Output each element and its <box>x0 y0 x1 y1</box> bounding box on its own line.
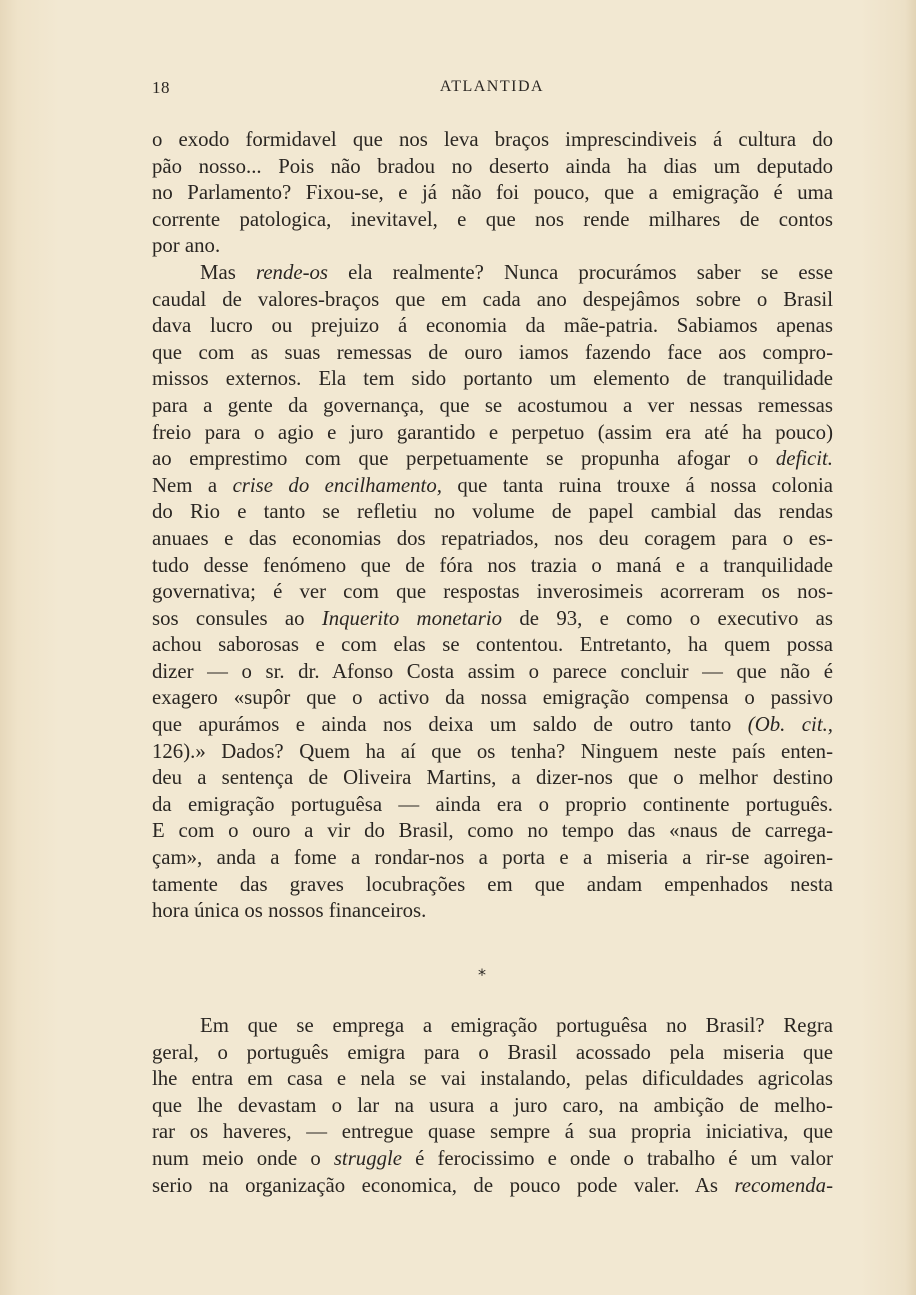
text-line: que lhe devastam o lar na usura a juro caro, na ambição de melho- <box>152 1093 833 1117</box>
page-number: 18 <box>152 78 170 97</box>
text-line: geral, o português emigra para o Brasil acossado pela miseria que <box>152 1040 833 1064</box>
text-line: missos externos. Ela tem sido portanto um elemento de tranquilidade <box>152 367 833 391</box>
text-line: hora única os nossos financeiros. <box>152 899 427 923</box>
text-line: çam», anda a fome a rondar-nos a porta e a miseria a rir-se agoiren- <box>152 846 833 870</box>
text-line: Mas rende-os ela realmente? Nunca procurámos saber se esse <box>200 260 833 284</box>
text-line: Em que se emprega a emigração portuguêsa no Brasil? Regra <box>200 1014 833 1037</box>
text-line: da emigração portuguêsa — ainda era o proprio continente português. <box>152 792 833 816</box>
text-line: num meio onde o struggle é ferocissimo e onde o trabalho é um valor <box>152 1146 833 1170</box>
text-line: do Rio e tanto se refletiu no volume de papel cambial das rendas <box>152 500 833 524</box>
paragraph-2 <box>152 260 833 925</box>
text-line: dava lucro ou prejuizo á economia da mãe-patria. Sabiamos apenas <box>152 314 833 338</box>
text-line: no Parlamento? Fixou-se, e já não foi pouco, que a emigração é uma <box>152 181 833 205</box>
running-title: ATLANTIDA <box>439 78 545 95</box>
text-line: para a gente da governança, que se acostumou a ver nessas remessas <box>152 393 833 417</box>
text-line: que com as suas remessas de ouro iamos fazendo face aos compro- <box>152 340 833 364</box>
text-line: lhe entra em casa e nela se vai instalando, pelas dificuldades agricolas <box>152 1067 833 1091</box>
text-line: 126).» Dados? Quem ha aí que os tenha? Ninguem neste país enten- <box>152 739 833 763</box>
paragraph-3 <box>152 1013 833 1199</box>
text-line: Nem a crise do encilhamento, que tanta ruina trouxe á nossa colonia <box>152 473 834 497</box>
text-line: rar os haveres, — entregue quase sempre á sua propria iniciativa, que <box>152 1120 833 1144</box>
body-text-lower <box>152 1013 833 1199</box>
text-line: E com o ouro a vir do Brasil, como no tempo das «naus de carrega- <box>152 819 833 843</box>
text-line: ao emprestimo com que perpetuamente se propunha afogar o deficit. <box>152 447 833 471</box>
page-header <box>152 78 832 100</box>
text-line: por ano. <box>152 234 221 258</box>
text-line: serio na organização economica, de pouco pode valer. As recomenda- <box>152 1173 833 1197</box>
text-line: o exodo formidavel que nos leva braços imprescindiveis á cultura do <box>152 128 833 151</box>
text-line: deu a sentença de Oliveira Martins, a dizer-nos que o melhor destino <box>152 766 833 790</box>
section-separator: * <box>478 965 486 984</box>
text-line: que apurámos e ainda nos deixa um saldo de outro tanto (Ob. cit., <box>152 713 833 737</box>
text-line: achou saborosas e com elas se contentou. Entretanto, ha quem possa <box>152 633 833 657</box>
text-line: exagero «supôr que o activo da nossa emigração compensa o passivo <box>152 686 833 710</box>
text-line: governativa; é ver com que respostas inverosimeis acorreram os nos- <box>152 580 833 604</box>
text-line: pão nosso... Pois não bradou no deserto ainda ha dias um deputado <box>152 154 833 178</box>
text-line: tamente das graves locubrações em que andam empenhados nesta <box>152 872 833 896</box>
text-line: corrente patologica, inevitavel, e que nos rende milhares de contos <box>152 207 833 231</box>
text-line: dizer — o sr. dr. Afonso Costa assim o parece concluir — que não é <box>152 659 833 683</box>
text-line: anuaes e das economias dos repatriados, nos deu coragem para o es- <box>152 526 833 550</box>
body-text-upper <box>152 127 833 925</box>
paragraph-1 <box>152 127 833 260</box>
text-line: tudo desse fenómeno que de fóra nos trazia o maná e a tranquilidade <box>152 553 833 577</box>
text-line: caudal de valores-braços que em cada ano despejâmos sobre o Brasil <box>152 287 833 311</box>
text-line: freio para o agio e juro garantido e perpetuo (assim era até ha pouco) <box>152 420 833 444</box>
text-line: sos consules ao Inquerito monetario de 93, e como o executivo as <box>152 606 833 630</box>
